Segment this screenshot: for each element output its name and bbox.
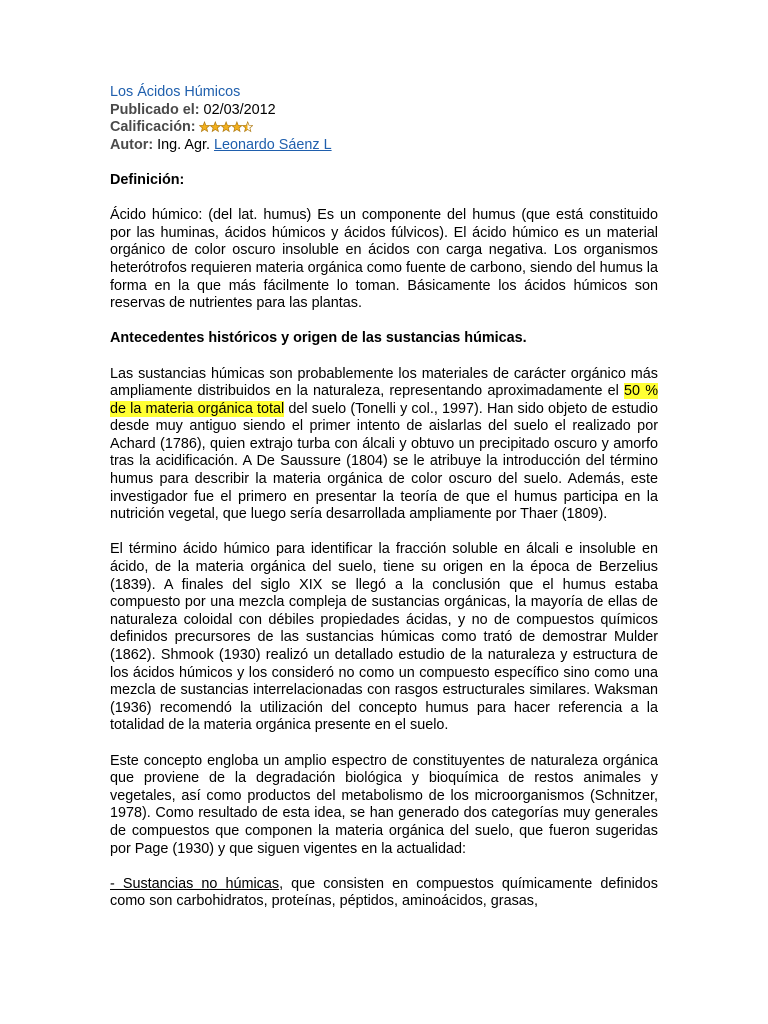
- author-link[interactable]: Leonardo Sáenz L: [213, 136, 332, 153]
- published-date: 02/03/2012: [199, 101, 276, 118]
- rating-star-icon[interactable]: [221, 122, 231, 132]
- rating-star-icon[interactable]: [199, 122, 209, 132]
- article-title: Los Ácidos Húmicos: [110, 84, 241, 100]
- rating-star-icon[interactable]: [242, 122, 252, 132]
- author-prefix: Ing. Agr.: [153, 136, 214, 153]
- published-row: [110, 102, 658, 120]
- rating-star-icon[interactable]: [231, 122, 241, 132]
- published-label: Publicado el:: [110, 101, 200, 118]
- history-p1-end: del suelo (Tonelli y col., 1997). Han sido objeto de estudio desde muy antiguo siendo el primer intento de aislarlas del suelo el realizado por Achard (1786), quien extrajo turba con álcali y obtuvo un precipitado oscuro y amorfo tras la acidificación. A De Saussure (1804) se le atribuye la introducción del término humus para describir la materia orgánica de color oscuro del suelo. Además, este investigador fue el primero en presentar la teoría de que el humus participa en la nutrición vegetal, que luego sería desarrollada ampliamente por Thaer (1809).: [110, 400, 658, 523]
- rating-label: Calificación:: [110, 119, 196, 136]
- rating-row: [110, 119, 658, 137]
- history-paragraph-2: El término ácido húmico para identificar la fracción soluble en álcali e insoluble en ácido, de la materia orgánica del suelo, tiene su origen en la época de Berzelius (1839). A finales del siglo XIX se llegó a la conclusión que el humus estaba compuesto por una mezcla compleja de sustancias orgánicas, la mayoría de ellas de naturaleza coloidal con débiles propiedades ácidas, y no de compuestos químicos definidos precursores de las sustancias húmicas como trató de demostrar Mulder (1862). Shmook (1930) realizó un detallado estudio de la naturaleza y estructura de los ácidos húmicos y los consideró no como un compuesto específico sino como una mezcla de sustancias interrelacionadas con rasgos estructurales similares. Waksman (1936) recomendó la utilización del concepto humus para hacer referencia a la totalidad de la materia orgánica presente en el suelo.: [110, 541, 658, 734]
- history-heading: Antecedentes históricos y origen de las sustancias húmicas.: [110, 330, 527, 347]
- history-p1-start: Las sustancias húmicas son probablemente los materiales de carácter orgánico más ampliamente distribuidos en la naturaleza, representando aproximadamente el: [110, 365, 658, 400]
- rating-stars-icon[interactable]: [199, 121, 253, 133]
- document-page: [110, 84, 658, 911]
- definition-paragraph: Ácido húmico: (del lat. humus) Es un componente del humus (que está constituido por las huminas, ácidos húmicos y ácidos fúlvicos). El ácido húmico es un material orgánico de color oscuro insoluble en ácidos con carga negativa. Los organismos heterótrofos requieren materia orgánica como fuente de carbono, siendo del humus la forma en la que más fácilmente lo toman. Básicamente los ácidos húmicos son reservas de nutrientes para las plantas.: [110, 207, 658, 312]
- definition-heading: Definición:: [110, 171, 185, 188]
- list-item: [110, 876, 658, 911]
- history-paragraph-3: Este concepto engloba un amplio espectro de constituyentes de naturaleza orgánica que proviene de la degradación biológica y bioquímica de restos animales y vegetales, así como productos del metabolismo de los microorganismos (Schnitzer, 1978). Como resultado de esta idea, se han generado dos categorías muy generales de compuestos que componen la materia orgánica del suelo, que fueron sugeridas por Page (1930) y que siguen vigentes en la actualidad:: [110, 752, 658, 857]
- rating-star-icon[interactable]: [210, 122, 220, 132]
- list-item-text: , que consisten en compuestos químicamente definidos como son carbohidratos, proteínas, péptidos, aminoácidos, grasas,: [110, 875, 658, 910]
- author-row: [110, 137, 658, 155]
- list-item-label: - Sustancias no húmicas: [110, 875, 280, 892]
- highlighted-text: 50 % de la materia orgánica total: [110, 383, 658, 417]
- author-label: Autor:: [110, 136, 154, 153]
- history-paragraph-1: [110, 366, 658, 524]
